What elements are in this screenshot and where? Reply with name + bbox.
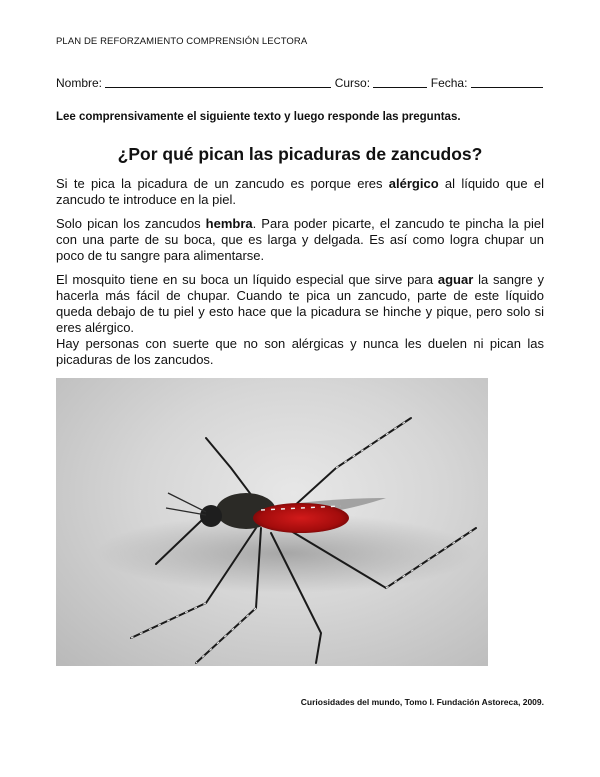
paragraph-4: Hay personas con suerte que no son alérgicas y nunca les duelen ni pican las picaduras de los zancudos. (56, 336, 544, 367)
source-credit: Curiosidades del mundo, Tomo I. Fundación Astoreca, 2009. (300, 697, 544, 707)
head (200, 505, 222, 527)
name-label: Nombre: (56, 76, 103, 90)
bold-term: aguar (437, 272, 474, 287)
course-label: Curso: (334, 76, 371, 90)
paragraph-3: El mosquito tiene en su boca un líquido especial que sirve para aguar la sangre y hacerla más fácil de chupar. Cuando te pica un zancudo, parte de este líquido queda debajo de tu piel y esto hace que la picadura se hinche y pique, pero solo si eres alérgico. (56, 272, 545, 335)
course-blank[interactable] (373, 76, 427, 88)
paragraph-2: Solo pican los zancudos hembra. Para poder picarte, el zancudo te pincha la piel con una parte de su boca, que es larga y delgada. Es así como logra chupar un poco de tu sangre para alimentarse. (56, 216, 544, 263)
mosquito-photo (56, 378, 488, 666)
bold-term: alérgico (388, 176, 439, 191)
mosquito-illustration (56, 378, 488, 666)
date-label: Fecha: (430, 76, 468, 90)
document-header: PLAN DE REFORZAMIENTO COMPRENSIÓN LECTORA (56, 36, 308, 47)
student-fields (56, 76, 546, 90)
reading-body (56, 176, 544, 376)
paragraph-1: Si te pica la picadura de un zancudo es porque eres alérgico al líquido que el zancudo te introduce en la piel. (56, 176, 544, 207)
bold-term: hembra (205, 216, 253, 231)
instruction-text: Lee comprensivamente el siguiente texto y luego responde las preguntas. (56, 111, 461, 123)
reading-title: ¿Por qué pican las picaduras de zancudos? (117, 144, 483, 164)
date-blank[interactable] (471, 76, 543, 88)
name-blank[interactable] (105, 76, 331, 88)
